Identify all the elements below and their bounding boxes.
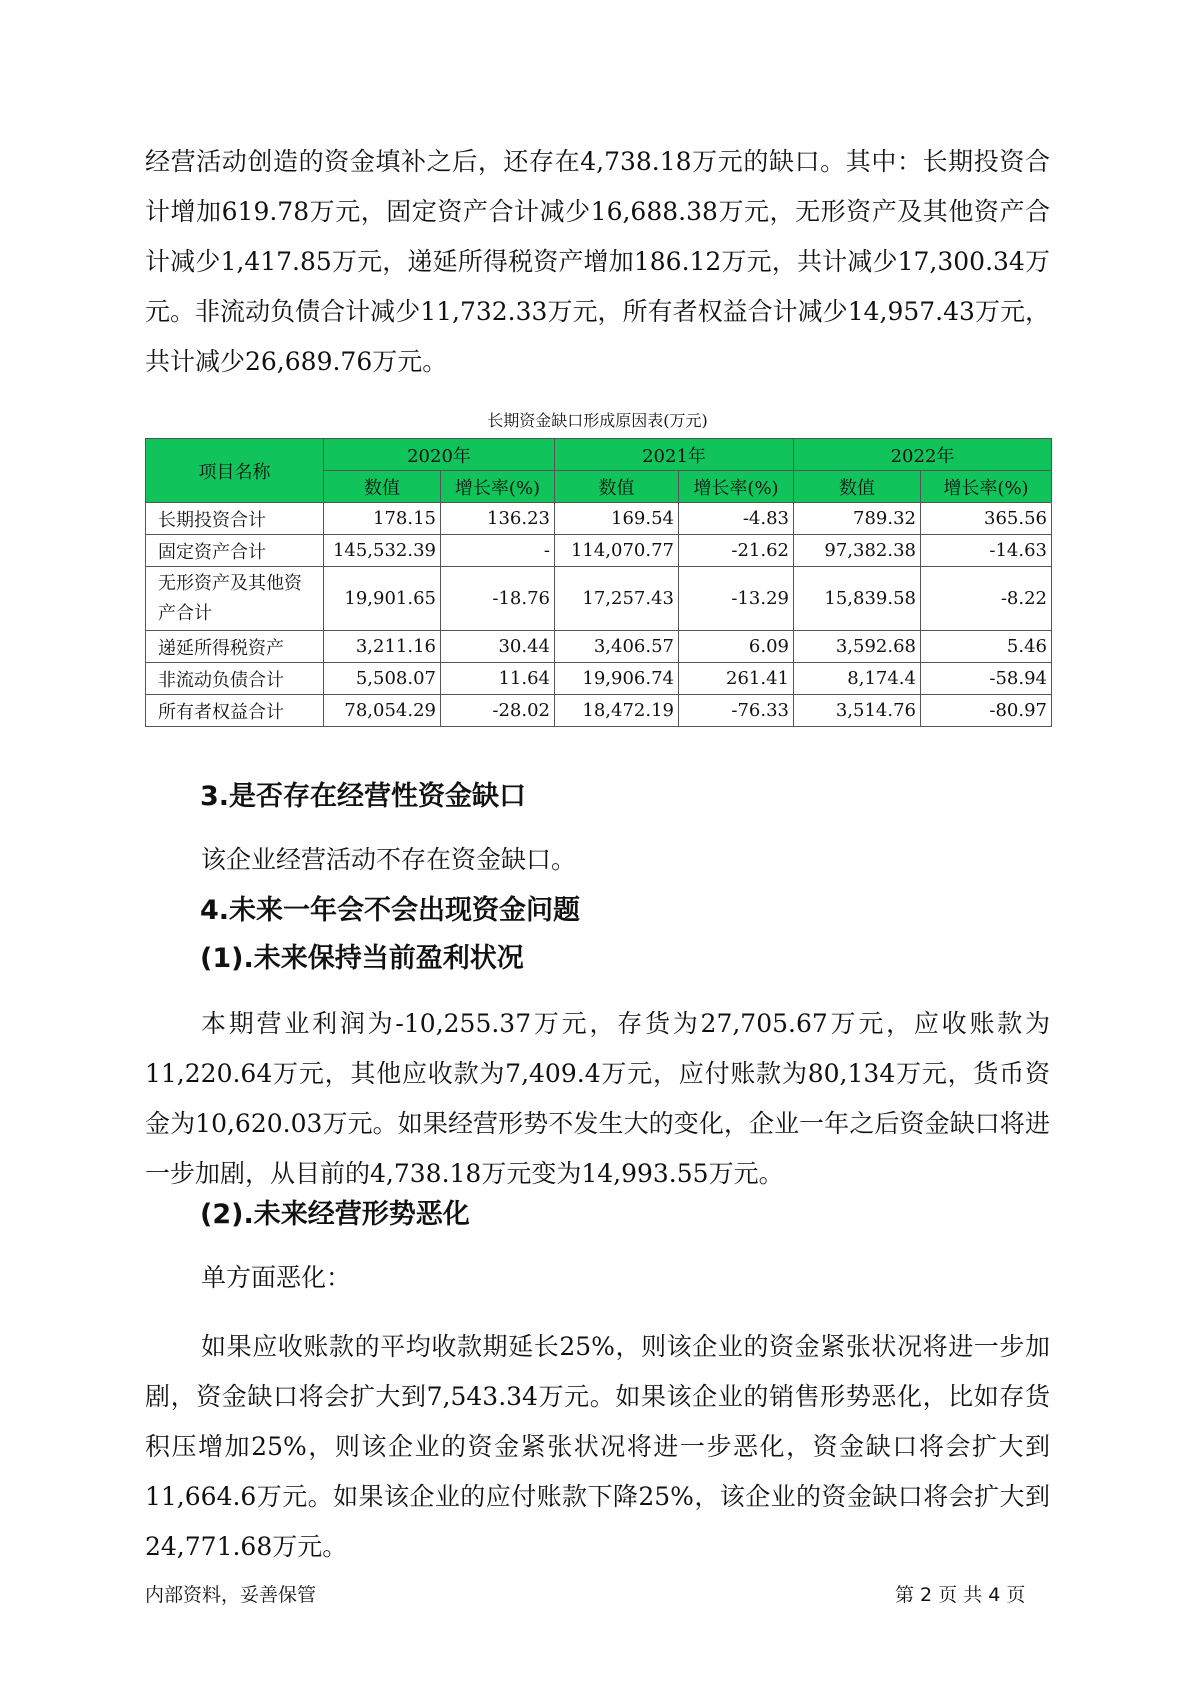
cell-value: 178.15 [324,503,441,535]
table-row [146,535,1052,567]
row-label: 所有者权益合计 [146,695,324,727]
cell-growth: -8.22 [921,567,1052,631]
cell-value: 169.54 [555,503,679,535]
cell-value: 8,174.4 [794,663,921,695]
paragraph-single-factor: 单方面恶化： [201,1263,352,1292]
paragraph-current-profit: 本期营业利润为-10,255.37万元，存货为27,705.67万元，应收账款为11,220.64万元，其他应收款为7,409.4万元，应付账款为80,134万元，货币资金为10,620.03万元。如果经营形势不发生大的变化，企业一年之后资金缺口将进一步加剧，从目前的4,738.18万元变为14,993.55万元。 [145,1009,1050,1188]
cell-value: 15,839.58 [794,567,921,631]
cell-growth: -14.63 [921,535,1052,567]
cell-growth: -18.76 [441,567,555,631]
paragraph-no-operating-gap: 该企业经营活动不存在资金缺口。 [201,845,577,874]
funding-gap-table [145,438,1052,727]
cell-value: 114,070.77 [555,535,679,567]
heading-deterioration: (2).未来经营形势恶化 [200,1199,470,1230]
cell-growth: - [441,535,555,567]
table-row [146,503,1052,535]
cell-growth: -80.97 [921,695,1052,727]
cell-value: 19,906.74 [555,663,679,695]
cell-value: 3,514.76 [794,695,921,727]
cell-value: 5,508.07 [324,663,441,695]
cell-value: 19,901.65 [324,567,441,631]
table-row [146,663,1052,695]
footer-page-number: 第 2 页 共 4 页 [895,1584,1026,1606]
cell-growth: -58.94 [921,663,1052,695]
header-value: 数值 [324,471,441,503]
header-item-name: 项目名称 [146,439,324,503]
cell-value: 78,054.29 [324,695,441,727]
cell-value: 3,406.57 [555,631,679,663]
cell-value: 145,532.39 [324,535,441,567]
cell-value: 97,382.38 [794,535,921,567]
paragraph-gap-summary: 经营活动创造的资金填补之后，还存在4,738.18万元的缺口。其中：长期投资合计增加619.78万元，固定资产合计减少16,688.38万元，无形资产及其他资产合计减少1,417.85万元，递延所得税资产增加186.12万元，共计减少17,300.34万元。非流动负债合计减少11,732.33万元，所有者权益合计减少14,957.43万元，共计减少26,689.76万元。 [145,147,1050,376]
row-label: 固定资产合计 [146,535,324,567]
header-value: 数值 [555,471,679,503]
header-value: 数值 [794,471,921,503]
cell-growth: 5.46 [921,631,1052,663]
cell-growth: -21.62 [679,535,794,567]
header-growth: 增长率(%) [441,471,555,503]
footer-confidential: 内部资料，妥善保管 [145,1584,317,1606]
cell-growth: -13.29 [679,567,794,631]
cell-growth: 365.56 [921,503,1052,535]
cell-growth: 30.44 [441,631,555,663]
header-year-2022: 2022年 [794,439,1052,471]
header-growth: 增长率(%) [921,471,1052,503]
header-growth: 增长率(%) [679,471,794,503]
header-year-2020: 2020年 [324,439,555,471]
cell-growth: -76.33 [679,695,794,727]
cell-value: 17,257.43 [555,567,679,631]
cell-value: 3,211.16 [324,631,441,663]
header-year-2021: 2021年 [555,439,794,471]
heading-next-year: 4.未来一年会不会出现资金问题 [200,895,581,926]
table-row [146,631,1052,663]
row-label: 递延所得税资产 [146,631,324,663]
heading-current-profit: (1).未来保持当前盈利状况 [200,943,524,974]
cell-growth: -28.02 [441,695,555,727]
cell-growth: 261.41 [679,663,794,695]
table-row [146,695,1052,727]
row-label: 无形资产及其他资产合计 [146,567,324,631]
cell-growth: -4.83 [679,503,794,535]
cell-growth: 11.64 [441,663,555,695]
table-row [146,567,1052,631]
cell-growth: 6.09 [679,631,794,663]
paragraph-scenarios: 如果应收账款的平均收款期延长25%，则该企业的资金紧张状况将进一步加剧，资金缺口将会扩大到7,543.34万元。如果该企业的销售形势恶化，比如存货积压增加25%，则该企业的资金紧张状况将进一步恶化，资金缺口将会扩大到11,664.6万元。如果该企业的应付账款下降25%，该企业的资金缺口将会扩大到24,771.68万元。 [145,1332,1050,1561]
table-caption: 长期资金缺口形成原因表(万元) [487,411,708,430]
row-label: 长期投资合计 [146,503,324,535]
row-label: 非流动负债合计 [146,663,324,695]
heading-operating-gap: 3.是否存在经营性资金缺口 [200,781,527,812]
cell-growth: 136.23 [441,503,555,535]
cell-value: 789.32 [794,503,921,535]
cell-value: 18,472.19 [555,695,679,727]
cell-value: 3,592.68 [794,631,921,663]
